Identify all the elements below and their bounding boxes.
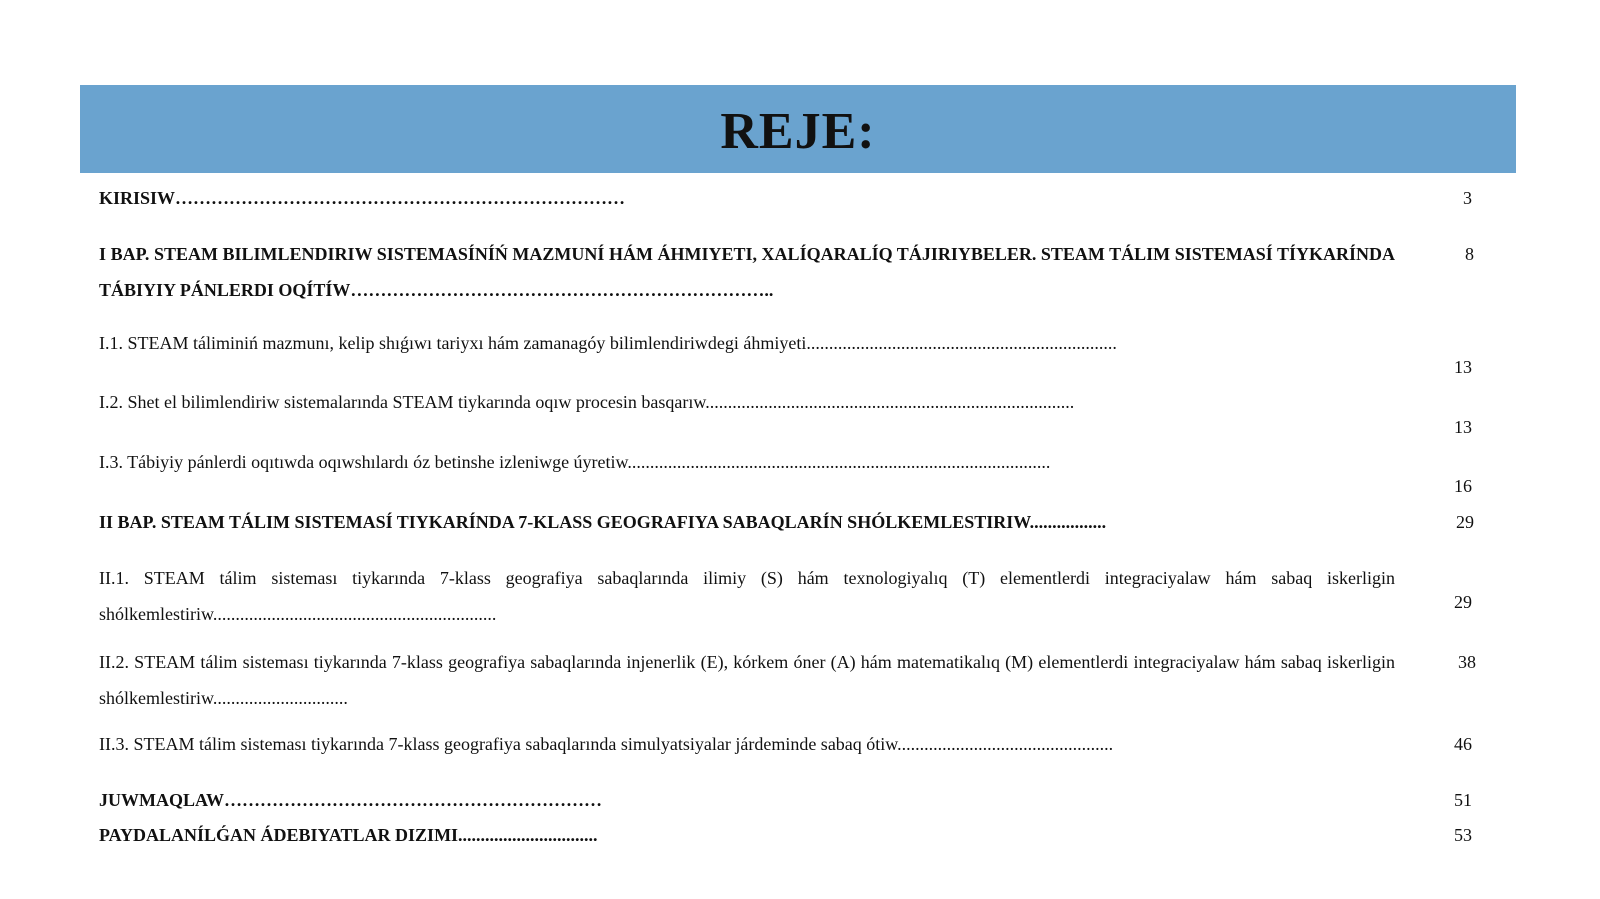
- toc-page-number: 51: [1454, 790, 1472, 810]
- toc-entry-chapter-2: [99, 504, 1399, 540]
- title-banner: [80, 85, 1516, 173]
- toc-entry-text: I BAP. STEAM BILIMLENDIRIW SISTEMASÍNÍŃ MAZMUNÍ HÁM ÁHMIYETI, XALÍQARALÍQ TÁJIRIYBELER. STEAM TÁLIM SISTEMASÍ TÍYKARÍNDA TÁBIYIY PÁNLERDI OQÍTÍW……………………………………………………………..: [99, 244, 1395, 300]
- toc-page-number: 38: [1458, 652, 1476, 672]
- toc-page-number: 29: [1456, 512, 1474, 532]
- toc-page-number: 8: [1465, 244, 1474, 264]
- toc-page-number: 13: [1454, 357, 1472, 377]
- toc-page-number: 46: [1454, 734, 1472, 754]
- toc-entry-text: II.3. STEAM tálim sisteması tiykarında 7-klass geografiya sabaqlarında simulyatsiyalar járdeminde sabaq ótiw................................................: [99, 734, 1114, 754]
- toc-entry-kirisiw: [99, 180, 1399, 216]
- toc-entry-text: I.2. Shet el bilimlendiriw sistemalarında STEAM tiykarında oqıw procesin basqarıw..................................................................................: [99, 392, 1075, 412]
- toc-page-number: 29: [1454, 592, 1472, 612]
- toc-entry-text: I.1. STEAM táliminiń mazmunı, kelip shıǵıwı tariyxı hám zamanagóy bilimlendiriwdegi áhmiyeti.....................................................................: [99, 333, 1117, 353]
- toc-entry-section-1-3: [99, 444, 1399, 480]
- toc-page-number: 53: [1454, 825, 1472, 845]
- toc-page-number: 16: [1454, 476, 1472, 496]
- toc-entry-section-2-1: [99, 560, 1399, 632]
- toc-entry-section-1-2: [99, 384, 1399, 420]
- toc-entry-section-1-1: [99, 325, 1399, 361]
- toc-entry-text: II.2. STEAM tálim sisteması tiykarında 7-klass geografiya sabaqlarında injenerlik (E), kórkem óner (A) hám matematikalıq (M) elementlerdi integraciyalaw hám sabaq iskerligin shólkemlestiriw..............................: [99, 652, 1395, 708]
- toc-entry-text: I.3. Tábiyiy pánlerdi oqıtıwda oqıwshılardı óz betinshe izleniwge úyretiw..............................................................................................: [99, 452, 1051, 472]
- toc-entry-conclusion: [99, 782, 1399, 818]
- toc-entry-text: JUWMAQLAW………………………………………………………: [99, 790, 602, 810]
- toc-entry-text: PAYDALANÍLǴAN ÁDEBIYATLAR DIZIMI...............................: [99, 825, 598, 845]
- toc-entry-text: II BAP. STEAM TÁLIM SISTEMASÍ TIYKARÍNDA 7-KLASS GEOGRAFIYA SABAQLARÍN SHÓLKEMLESTIRIW.................: [99, 512, 1107, 532]
- toc-page-number: 3: [1463, 188, 1472, 208]
- toc-entry-section-2-3: [99, 726, 1399, 762]
- toc-entry-text: II.1. STEAM tálim sisteması tiykarında 7-klass geografiya sabaqlarında ilimiy (S) hám texnologiyalıq (T) elementlerdi integraciyalaw hám sabaq iskerligin shólkemlestiriw...............................................................: [99, 568, 1395, 624]
- toc-entry-chapter-1: [99, 236, 1399, 308]
- toc-entry-text: KIRISIW…………………………………………………………………: [99, 188, 626, 208]
- toc-entry-references: [99, 817, 1399, 853]
- toc-entry-section-2-2: [99, 644, 1399, 716]
- page-title: REJE:: [720, 102, 876, 160]
- toc-page-number: 13: [1454, 417, 1472, 437]
